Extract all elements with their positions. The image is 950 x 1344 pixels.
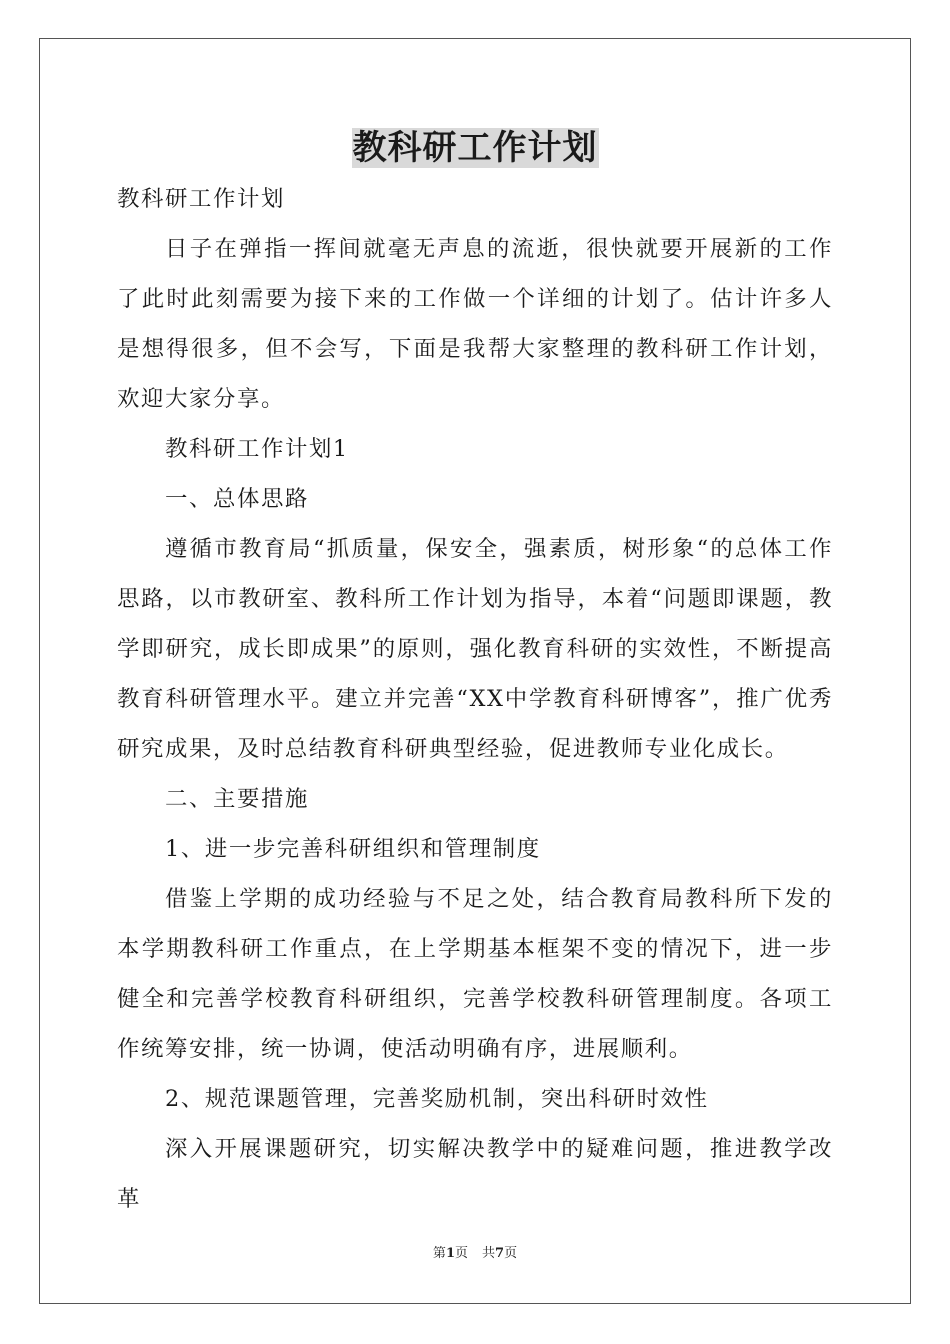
title-container: [0, 128, 950, 168]
paragraph: 一、总体思路: [165, 486, 309, 512]
paragraph: 教科研工作计划1: [165, 436, 349, 462]
paragraph: 1、进一步完善科研组织和管理制度: [165, 836, 541, 862]
page-prefix: 第: [432, 1246, 446, 1261]
document-title: 教科研工作计划: [352, 128, 598, 168]
paragraph: 日子在弹指一挥间就毫无声息的流逝，很快就要开展新的工作了此时此刻需要为接下来的工作做一个详细的计划了。估计许多人是想得很多，但不会写，下面是我帮大家整理的教科研工作计划，欢迎大家分享。: [117, 236, 833, 412]
total-suffix: 页: [504, 1246, 518, 1261]
paragraph: 深入开展课题研究，切实解决教学中的疑难问题，推进教学改革: [117, 1136, 833, 1212]
page-footer: [0, 1244, 950, 1264]
paragraph: 教科研工作计划: [117, 186, 285, 212]
page-suffix: 页: [454, 1246, 468, 1261]
paragraph: 二、主要措施: [165, 786, 309, 812]
page-number: 1: [445, 1246, 455, 1261]
total-pages: 7: [495, 1246, 505, 1261]
total-prefix: 共: [482, 1246, 496, 1261]
paragraph: 借鉴上学期的成功经验与不足之处，结合教育局教科所下发的本学期教科研工作重点，在上学期基本框架不变的情况下，进一步健全和完善学校教育科研组织，完善学校教科研管理制度。各项工作统筹安排，统一协调，使活动明确有序，进展顺利。: [117, 886, 833, 1062]
paragraph: 遵循市教育局“抓质量，保安全，强素质，树形象“的总体工作思路，以市教研室、教科所工作计划为指导，本着“问题即课题，教学即研究，成长即成果”的原则，强化教育科研的实效性，不断提高教育科研管理水平。建立并完善“XX中学教育科研博客”，推广优秀研究成果，及时总结教育科研典型经验，促进教师专业化成长。: [117, 536, 833, 762]
document-body: [117, 174, 833, 1224]
paragraph: 2、规范课题管理，完善奖励机制，突出科研时效性: [165, 1086, 709, 1112]
